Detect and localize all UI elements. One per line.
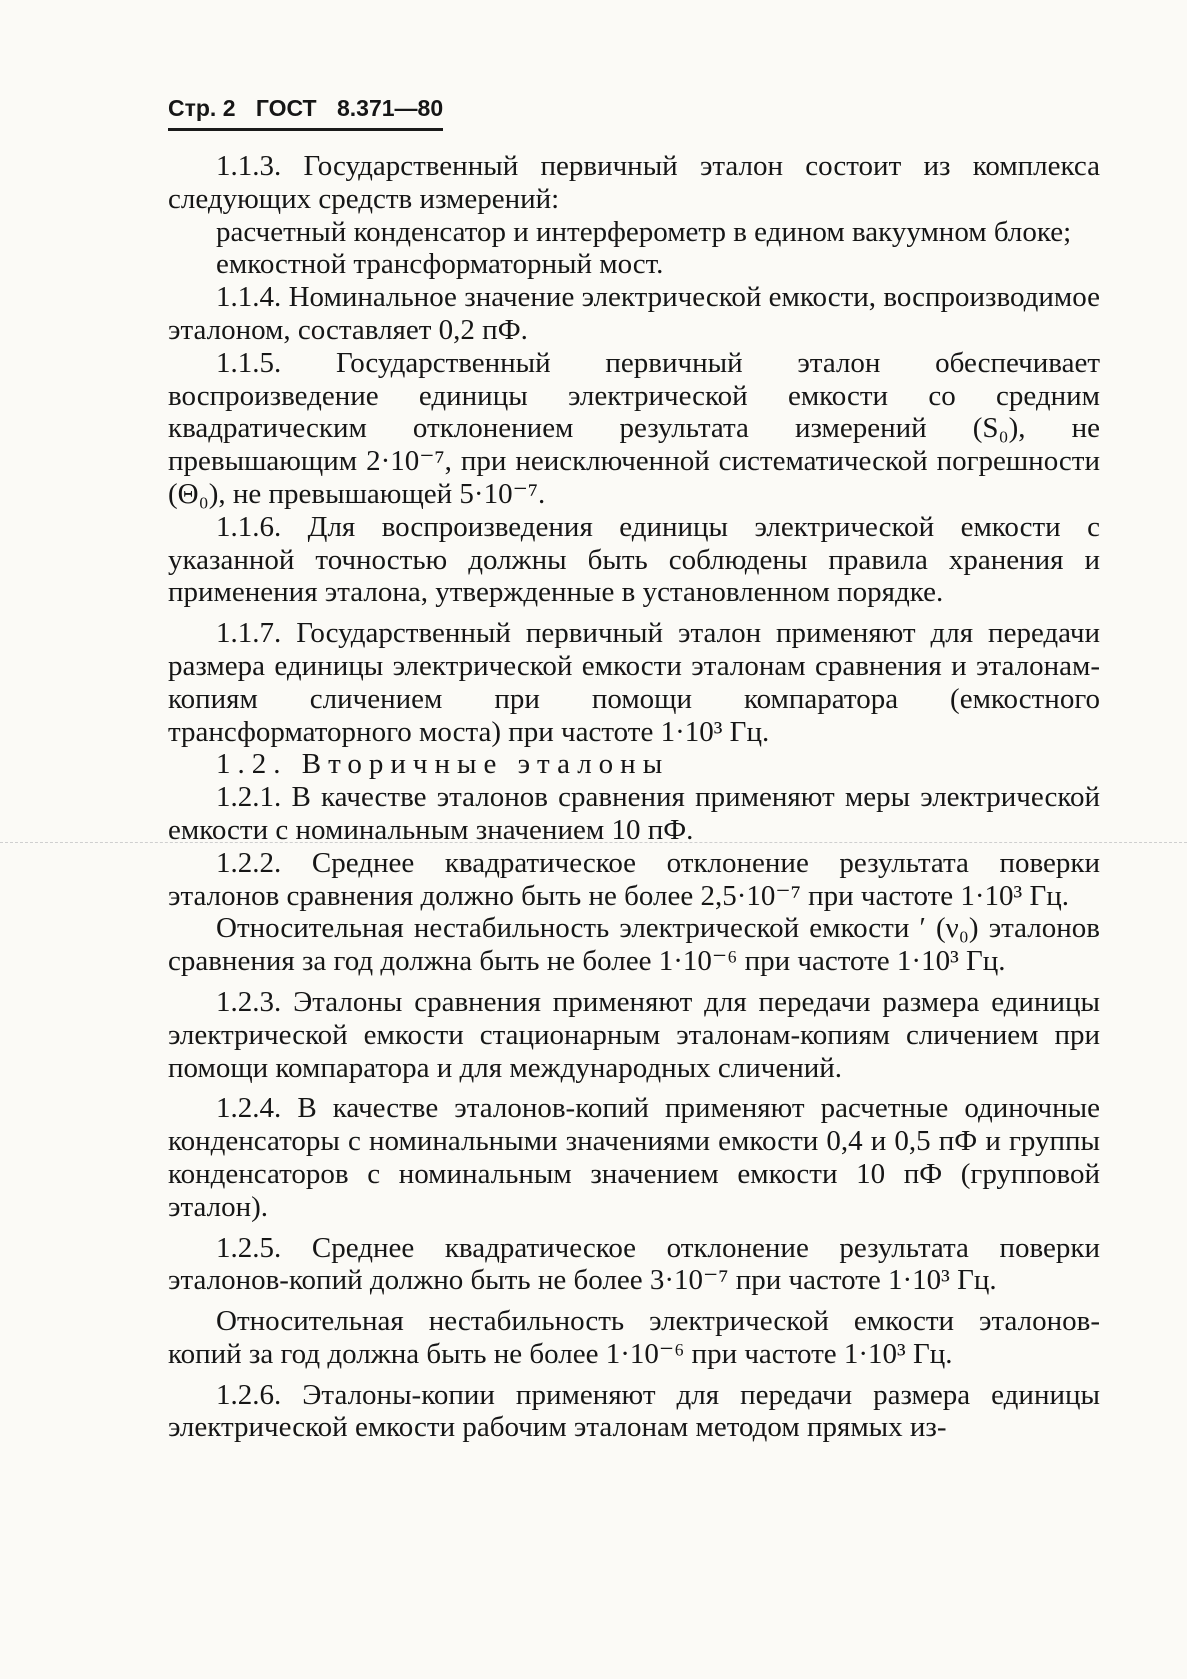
paragraph-1-2-3: 1.2.3. Эталоны сравнения применяют для передачи размера единицы электрической емкости стационарным эталонам-копиям сличением при помощи компаратора и для международных сличений.: [168, 985, 1100, 1084]
paragraph-list-item-2: емкостной трансформаторный мост.: [216, 248, 664, 281]
section-heading-1-2: 1.2. Вторичные эталоны: [216, 748, 670, 781]
paragraph-1-2-2: 1.2.2. Среднее квадратическое отклонение результата поверки эталонов сравнения должно быть не более 2,5·10⁻⁷ при частоте 1·10³ Гц.: [168, 846, 1100, 912]
paragraph-1-1-3: 1.1.3. Государственный первичный эталон состоит из комплекса следующих средств измерений:: [168, 150, 1100, 215]
standard-number: 8.371—80: [337, 95, 444, 121]
paragraph-1-2-4: 1.2.4. В качестве эталонов-копий применяют расчетные одиночные конденсаторы с номинальными значениями емкости 0,4 и 0,5 пФ и группы конденсаторов с номинальным значением емкости 10 пФ (групповой эталон).: [168, 1092, 1100, 1223]
paragraph-list-item-1: расчетный конденсатор и интерферометр в едином вакуумном блоке;: [216, 215, 1072, 248]
paragraph-1-2-1: 1.2.1. В качестве эталонов сравнения применяют меры электрической емкости с номинальным значением 10 пФ.: [168, 781, 1100, 846]
paragraph-instability-comparison: Относительная нестабильность электрической емкости ′ (ν₀) эталонов сравнения за год должна быть не более 1·10⁻⁶ при частоте 1·10³ Гц.: [168, 912, 1100, 978]
document-body: [168, 150, 1100, 1444]
paragraph-1-2-5: 1.2.5. Среднее квадратическое отклонение результата поверки эталонов-копий должно быть не более 3·10⁻⁷ при частоте 1·10³ Гц.: [168, 1231, 1100, 1297]
paragraph-1-1-6: 1.1.6. Для воспроизведения единицы электрической емкости с указанной точностью должны быть соблюдены правила хранения и применения эталона, утвержденные в установленном порядке.: [168, 510, 1100, 609]
paragraph-1-1-7: 1.1.7. Государственный первичный эталон применяют для передачи размера единицы электрической емкости эталонам сравнения и эталонам-копиям сличением при помощи компаратора (емкостного трансформаторного моста) при частоте 1·10³ Гц.: [168, 617, 1100, 748]
standard-label: ГОСТ: [255, 95, 317, 121]
paragraph-instability-copies: Относительная нестабильность электрической емкости эталонов-копий за год должна быть не более 1·10⁻⁶ при частоте 1·10³ Гц.: [168, 1305, 1100, 1370]
paragraph-1-1-5: 1.1.5. Государственный первичный эталон обеспечивает воспроизведение единицы электрической емкости со средним квадратическим отклонением результата измерений (S₀), не превышающим 2·10⁻⁷, при неисключенной систематической погрешности (Θ₀), не превышающей 5·10⁻⁷.: [168, 346, 1100, 510]
page-number: Стр. 2: [168, 95, 236, 121]
paragraph-1-2-6: 1.2.6. Эталоны-копии применяют для передачи размера единицы электрической емкости рабочим эталонам методом прямых из-: [168, 1378, 1100, 1444]
paragraph-1-1-4: 1.1.4. Номинальное значение электрической емкости, воспроизводимое эталоном, составляет 0,2 пФ.: [168, 281, 1100, 346]
page-header: [168, 95, 443, 131]
